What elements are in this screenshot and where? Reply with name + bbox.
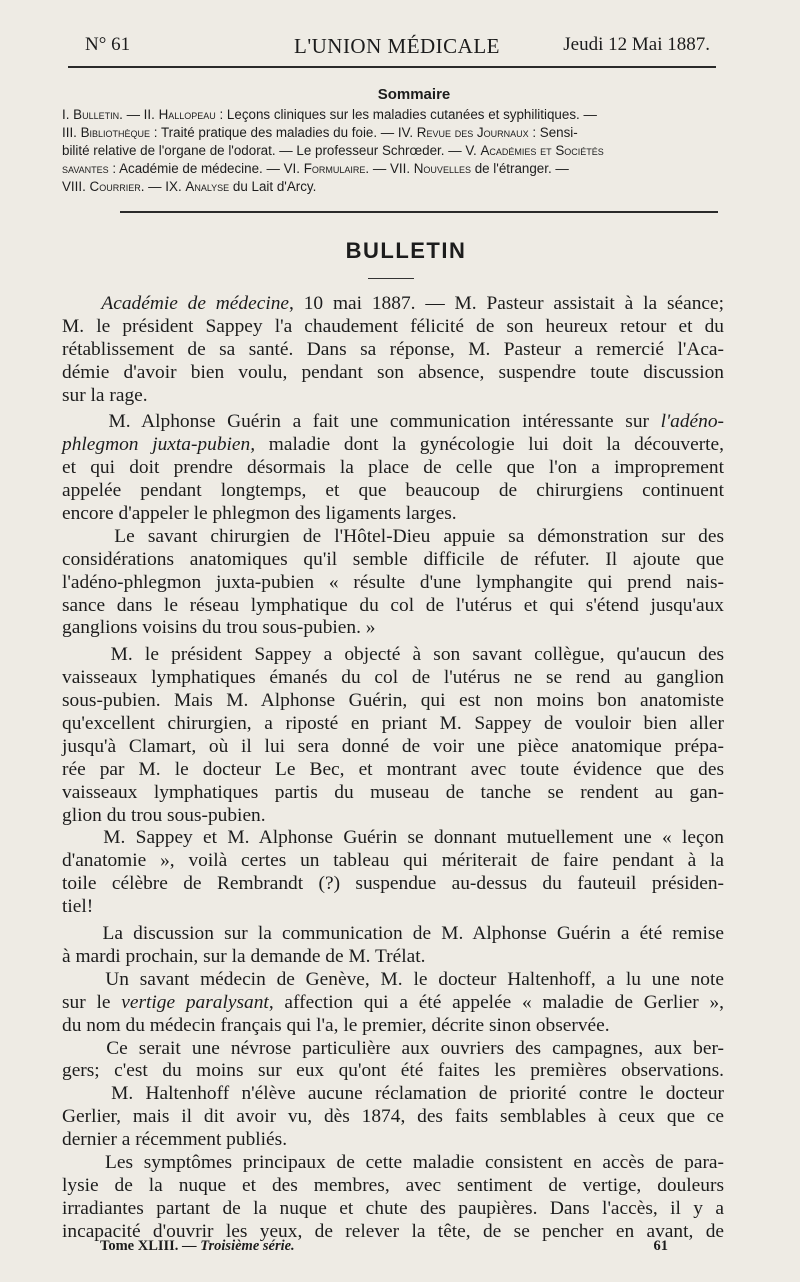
text-line: M. Alphonse Guérin a fait une communication intéressante sur l'adéno- bbox=[62, 411, 724, 433]
text-line: glion du trou sous-pubien. bbox=[62, 804, 266, 826]
text-line: dernier a récemment publiés. bbox=[62, 1129, 288, 1151]
text-line: Le savant chirurgien de l'Hôtel-Dieu appuie sa démonstration sur des bbox=[62, 525, 724, 547]
sommaire-rule bbox=[120, 211, 718, 213]
text-line: considérations anatomiques qu'il semble difficile de réfuter. Il ajoute que bbox=[62, 548, 724, 570]
text-line: phlegmon juxta-pubien, maladie dont la gynécologie lui doit la découverte, bbox=[62, 434, 724, 456]
text-line: appelée pendant longtemps, et que beaucoup de chirurgiens continuent bbox=[62, 480, 724, 502]
text-line: l'adéno-phlegmon juxta-pubien « résulte d'une lymphangite qui prend nais- bbox=[62, 571, 724, 593]
text-line: Académie de médecine, 10 mai 1887. — M. Pasteur assistait à la séance; bbox=[101, 293, 724, 314]
text-line: encore d'appeler le phlegmon des ligaments larges. bbox=[62, 503, 457, 525]
bulletin-text bbox=[62, 293, 724, 1244]
issue-number: N° 61 bbox=[85, 34, 131, 55]
text-line: Les symptômes principaux de cette maladie consistent en accès de para- bbox=[62, 1151, 724, 1173]
text-line: à mardi prochain, sur la demande de M. Trélat. bbox=[62, 945, 426, 967]
text-line: M. Sappey et M. Alphonse Guérin se donnant mutuellement une « leçon bbox=[62, 827, 724, 849]
text-line: M. le président Sappey l'a chaudement félicité de son heureux retour et du bbox=[62, 315, 724, 337]
text-line: M. le président Sappey a objecté à son savant collègue, qu'aucun des bbox=[62, 644, 724, 666]
sommaire-line: I. Bulletin. — II. Hallopeau : Leçons cliniques sur les maladies cutanées et syphilitiques. — bbox=[62, 107, 597, 122]
header-rule bbox=[68, 66, 716, 68]
sommaire-line: VIII. Courrier. — IX. Analyse du Lait d'Arcy. bbox=[62, 179, 317, 194]
text-line: lysie de la nuque et des membres, avec sentiment de vertige, douleurs bbox=[62, 1174, 724, 1196]
text-line: vaisseaux lymphatiques émanés du col de l'utérus ne se rend au ganglion bbox=[62, 667, 724, 689]
sommaire-line: savantes : Académie de médecine. — VI. Formulaire. — VII. Nouvelles de l'étranger. — bbox=[62, 161, 569, 176]
text-line: qu'excellent chirurgien, a riposté en priant M. Sappey de vouloir bien aller bbox=[62, 713, 724, 735]
sommaire-title: Sommaire bbox=[377, 86, 451, 103]
text-line: sur le vertige paralysant, affection qui a été appelée « maladie de Gerlier », bbox=[62, 991, 724, 1013]
text-line: toile célèbre de Rembrandt (?) suspendue au-dessus du fauteuil présiden- bbox=[62, 873, 724, 895]
journal-title: L'UNION MÉDICALE bbox=[294, 34, 501, 58]
text-line: rée par M. le docteur Le Bec, et montrant avec toute évidence que des bbox=[62, 758, 724, 780]
bulletin-heading: BULLETIN bbox=[345, 238, 467, 263]
text-line: sance dans le réseau lymphatique du col de l'utérus et qui s'étend jusqu'aux bbox=[62, 594, 724, 616]
text-line: ganglions voisins du trou sous-pubien. » bbox=[62, 617, 376, 639]
text-line: gers; c'est du moins sur eux qu'ont été faites les premières observations. bbox=[62, 1060, 724, 1082]
page-number: 61 bbox=[653, 1238, 668, 1254]
text-line: jusqu'à Clamart, où il lui sera donné de voir une pièce anatomique prépa- bbox=[62, 735, 724, 757]
text-line: tiel! bbox=[62, 896, 94, 918]
text-line: du nom du médecin français qui l'a, le premier, décrite sinon observée. bbox=[62, 1014, 610, 1036]
sommaire-contents bbox=[62, 106, 722, 196]
tome-label: Tome XLIII. — Troisième série. bbox=[100, 1238, 295, 1254]
text-line: incapacité d'ouvrir les yeux, de relever la tête, de se pencher en avant, de bbox=[62, 1220, 724, 1242]
text-line: M. Haltenhoff n'élève aucune réclamation de priorité contre le docteur bbox=[62, 1083, 724, 1105]
issue-date: Jeudi 12 Mai 1887. bbox=[563, 34, 710, 55]
bulletin-rule bbox=[368, 278, 414, 279]
text-line: sur la rage. bbox=[62, 384, 148, 406]
text-line: irradiantes partant de la nuque et chute des paupières. Dans l'accès, il y a bbox=[62, 1197, 724, 1219]
text-line: Ce serait une névrose particulière aux ouvriers des campagnes, aux ber- bbox=[62, 1037, 724, 1059]
text-line: et qui doit prendre désormais la place de celle que l'on a improprement bbox=[62, 457, 724, 479]
sommaire-line: III. Bibliothèque : Traité pratique des maladies du foie. — IV. Revue des Journaux : Sensi- bbox=[62, 125, 578, 140]
text-line: Un savant médecin de Genève, M. le docteur Haltenhoff, a lu une note bbox=[62, 968, 724, 990]
text-line: rétablissement de sa santé. Dans sa réponse, M. Pasteur a remercié l'Aca- bbox=[62, 338, 724, 360]
text-line: vaisseaux lymphatiques partis du museau de tanche se rendent au gan- bbox=[62, 781, 724, 803]
text-line: d'anatomie », voilà certes un tableau qui mériterait de faire pendant à la bbox=[62, 850, 724, 872]
text-line: Gerlier, mais il dit avoir vu, dès 1874, des faits semblables à ceux que ce bbox=[62, 1106, 724, 1128]
text-line: sous-pubien. Mais M. Alphonse Guérin, qui est non moins bon anatomiste bbox=[62, 690, 724, 712]
text-line: démie d'avoir bien voulu, pendant son absence, suspendre toute discussion bbox=[62, 361, 724, 383]
page-header bbox=[85, 30, 710, 64]
text-line: La discussion sur la communication de M. Alphonse Guérin a été remise bbox=[62, 923, 724, 945]
sommaire-line: bilité relative de l'organe de l'odorat. — Le professeur Schrœder. — V. Académies et Sociétés bbox=[62, 143, 604, 158]
